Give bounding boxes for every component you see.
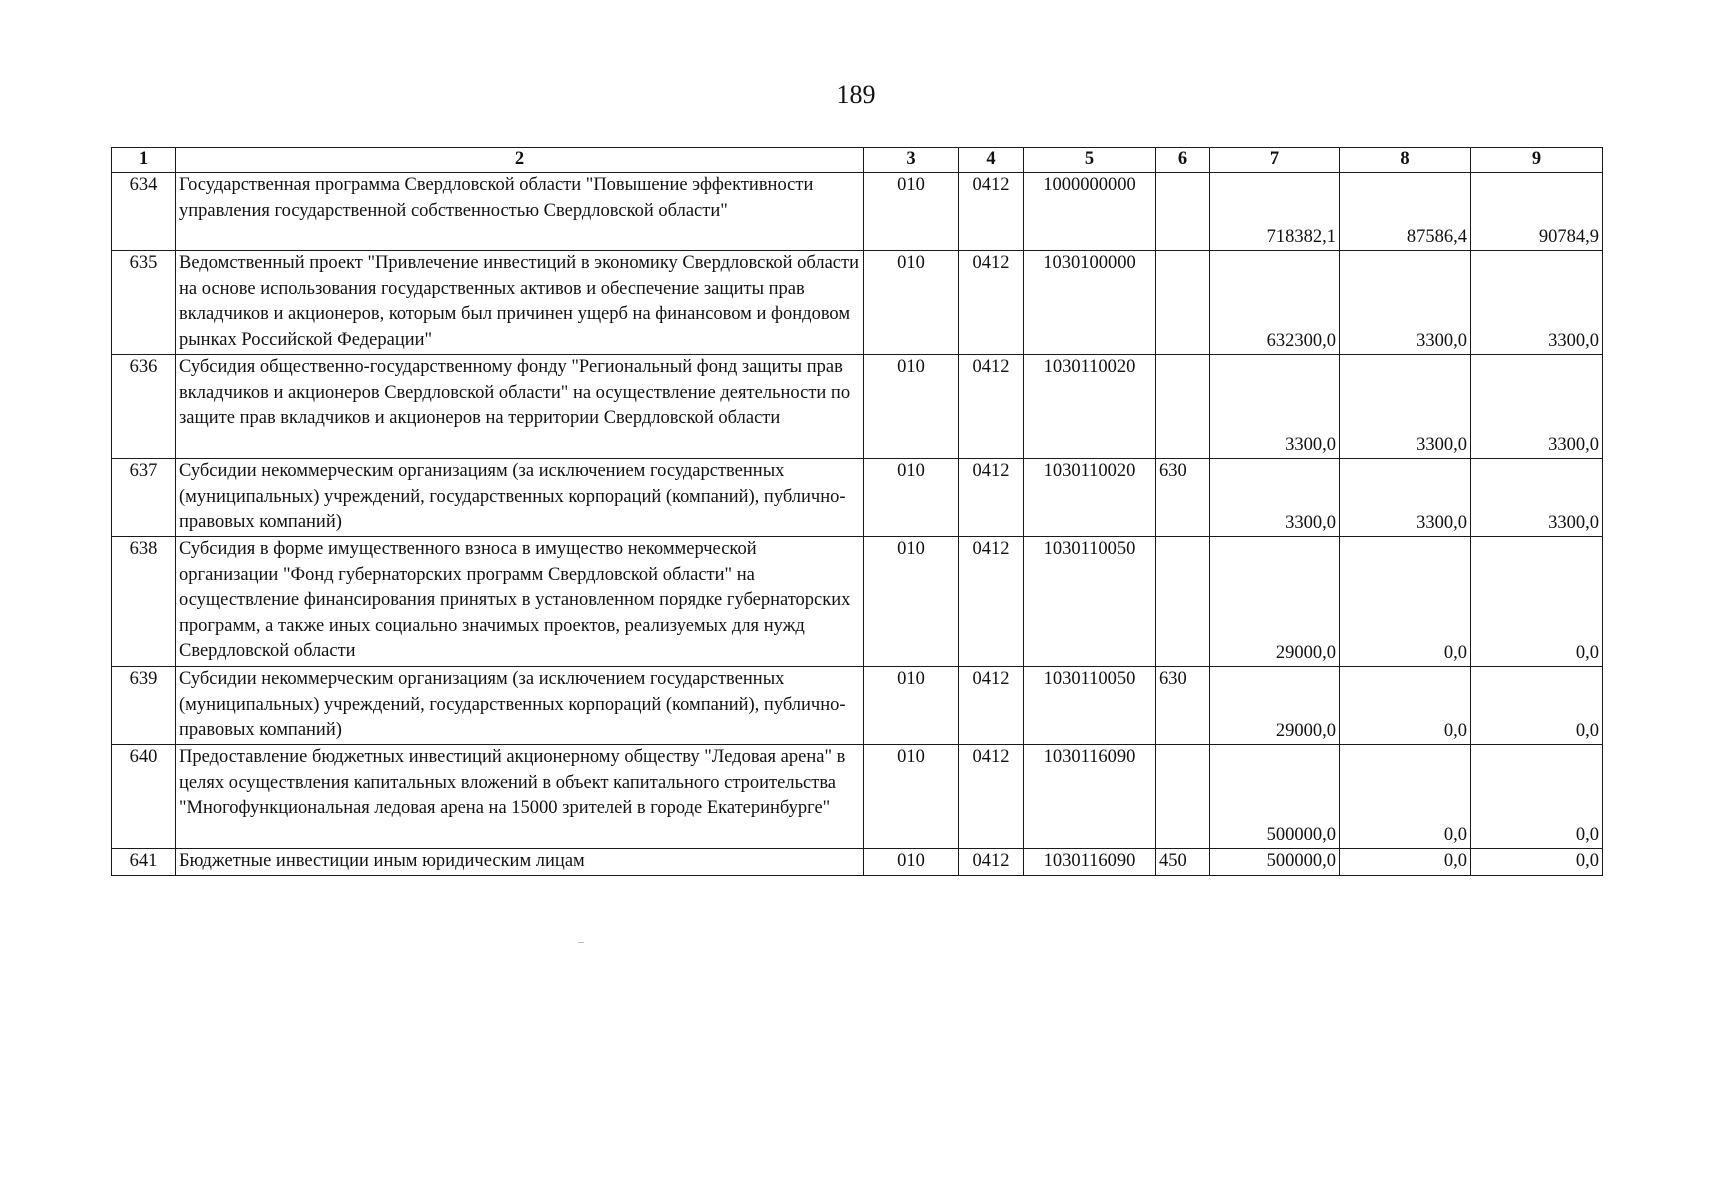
amount-col-8: 0,0 <box>1340 745 1471 849</box>
row-number: 638 <box>112 537 176 667</box>
section-code: 0412 <box>959 667 1024 745</box>
row-name: Субсидия общественно-государственному фонду "Региональный фонд защиты прав вкладчиков и акционеров Свердловской области" на осуществление деятельности по защите прав вкладчиков и акционеров на территории Свердловской области <box>176 355 864 459</box>
ministry-code: 010 <box>864 745 959 849</box>
table-row <box>112 849 1603 876</box>
amount-col-9: 3300,0 <box>1471 355 1603 459</box>
expense-type-code: 630 <box>1156 667 1210 745</box>
column-header: 3 <box>864 148 959 173</box>
ministry-code: 010 <box>864 459 959 537</box>
section-code: 0412 <box>959 251 1024 355</box>
row-name: Субсидии некоммерческим организациям (за исключением государственных (муниципальных) учреждений, государственных корпораций (компаний), публично-правовых компаний) <box>176 459 864 537</box>
section-code: 0412 <box>959 459 1024 537</box>
amount-col-8: 3300,0 <box>1340 251 1471 355</box>
column-header: 9 <box>1471 148 1603 173</box>
amount-col-7: 500000,0 <box>1210 745 1340 849</box>
amount-col-7: 3300,0 <box>1210 459 1340 537</box>
row-number: 636 <box>112 355 176 459</box>
table-row <box>112 745 1603 849</box>
expense-type-code <box>1156 355 1210 459</box>
section-code: 0412 <box>959 173 1024 251</box>
amount-col-8: 0,0 <box>1340 849 1471 876</box>
amount-col-9: 0,0 <box>1471 849 1603 876</box>
column-header: 5 <box>1024 148 1156 173</box>
section-code: 0412 <box>959 849 1024 876</box>
table-row <box>112 459 1603 537</box>
target-article-code: 1030110020 <box>1024 459 1156 537</box>
amount-col-9: 90784,9 <box>1471 173 1603 251</box>
row-number: 639 <box>112 667 176 745</box>
amount-col-8: 0,0 <box>1340 537 1471 667</box>
column-header: 6 <box>1156 148 1210 173</box>
column-header: 1 <box>112 148 176 173</box>
target-article-code: 1000000000 <box>1024 173 1156 251</box>
amount-col-9: 3300,0 <box>1471 251 1603 355</box>
row-number: 640 <box>112 745 176 849</box>
ministry-code: 010 <box>864 355 959 459</box>
target-article-code: 1030110050 <box>1024 537 1156 667</box>
amount-col-8: 3300,0 <box>1340 355 1471 459</box>
target-article-code: 1030116090 <box>1024 849 1156 876</box>
amount-col-9: 0,0 <box>1471 745 1603 849</box>
expense-type-code <box>1156 173 1210 251</box>
row-number: 641 <box>112 849 176 876</box>
column-header: 2 <box>176 148 864 173</box>
column-header: 4 <box>959 148 1024 173</box>
table-row <box>112 355 1603 459</box>
section-code: 0412 <box>959 537 1024 667</box>
target-article-code: 1030116090 <box>1024 745 1156 849</box>
section-code: 0412 <box>959 745 1024 849</box>
amount-col-7: 29000,0 <box>1210 537 1340 667</box>
target-article-code: 1030100000 <box>1024 251 1156 355</box>
amount-col-9: 0,0 <box>1471 537 1603 667</box>
amount-col-7: 29000,0 <box>1210 667 1340 745</box>
amount-col-8: 0,0 <box>1340 667 1471 745</box>
amount-col-8: 3300,0 <box>1340 459 1471 537</box>
table-row <box>112 173 1603 251</box>
row-name: Ведомственный проект "Привлечение инвестиций в экономику Свердловской области на основе использования государственных активов и обеспечение защиты прав вкладчиков и акционеров, которым был причинен ущерб на финансовом и фондовом рынках Российской Федерации" <box>176 251 864 355</box>
ministry-code: 010 <box>864 667 959 745</box>
expense-type-code <box>1156 251 1210 355</box>
target-article-code: 1030110020 <box>1024 355 1156 459</box>
column-header: 8 <box>1340 148 1471 173</box>
ministry-code: 010 <box>864 849 959 876</box>
table-row <box>112 537 1603 667</box>
table-row <box>112 251 1603 355</box>
amount-col-7: 718382,1 <box>1210 173 1340 251</box>
row-name: Субсидия в форме имущественного взноса в имущество некоммерческой организации "Фонд губернаторских программ Свердловской области" на осуществление финансирования принятых в установленном порядке губернаторских программ, а также иных социально значимых проектов, реализуемых для нужд Свердловской области <box>176 537 864 667</box>
amount-col-7: 500000,0 <box>1210 849 1340 876</box>
scan-speck <box>578 942 584 943</box>
row-number: 635 <box>112 251 176 355</box>
table-row <box>112 667 1603 745</box>
row-name: Бюджетные инвестиции иным юридическим лицам <box>176 849 864 876</box>
expense-type-code <box>1156 745 1210 849</box>
amount-col-9: 0,0 <box>1471 667 1603 745</box>
row-name: Предоставление бюджетных инвестиций акционерному обществу "Ледовая арена" в целях осуществления капитальных вложений в объект капитального строительства "Многофункциональная ледовая арена на 15000 зрителей в городе Екатеринбурге" <box>176 745 864 849</box>
amount-col-7: 632300,0 <box>1210 251 1340 355</box>
row-name: Субсидии некоммерческим организациям (за исключением государственных (муниципальных) учреждений, государственных корпораций (компаний), публично-правовых компаний) <box>176 667 864 745</box>
row-number: 637 <box>112 459 176 537</box>
page-number: 189 <box>836 80 876 109</box>
amount-col-7: 3300,0 <box>1210 355 1340 459</box>
expense-type-code <box>1156 537 1210 667</box>
amount-col-9: 3300,0 <box>1471 459 1603 537</box>
ministry-code: 010 <box>864 537 959 667</box>
budget-table <box>111 147 1603 876</box>
expense-type-code: 450 <box>1156 849 1210 876</box>
target-article-code: 1030110050 <box>1024 667 1156 745</box>
column-header: 7 <box>1210 148 1340 173</box>
row-name: Государственная программа Свердловской области "Повышение эффективности управления государственной собственностью Свердловской области" <box>176 173 864 251</box>
section-code: 0412 <box>959 355 1024 459</box>
row-number: 634 <box>112 173 176 251</box>
amount-col-8: 87586,4 <box>1340 173 1471 251</box>
expense-type-code: 630 <box>1156 459 1210 537</box>
ministry-code: 010 <box>864 173 959 251</box>
ministry-code: 010 <box>864 251 959 355</box>
table-header-row <box>112 148 1603 173</box>
